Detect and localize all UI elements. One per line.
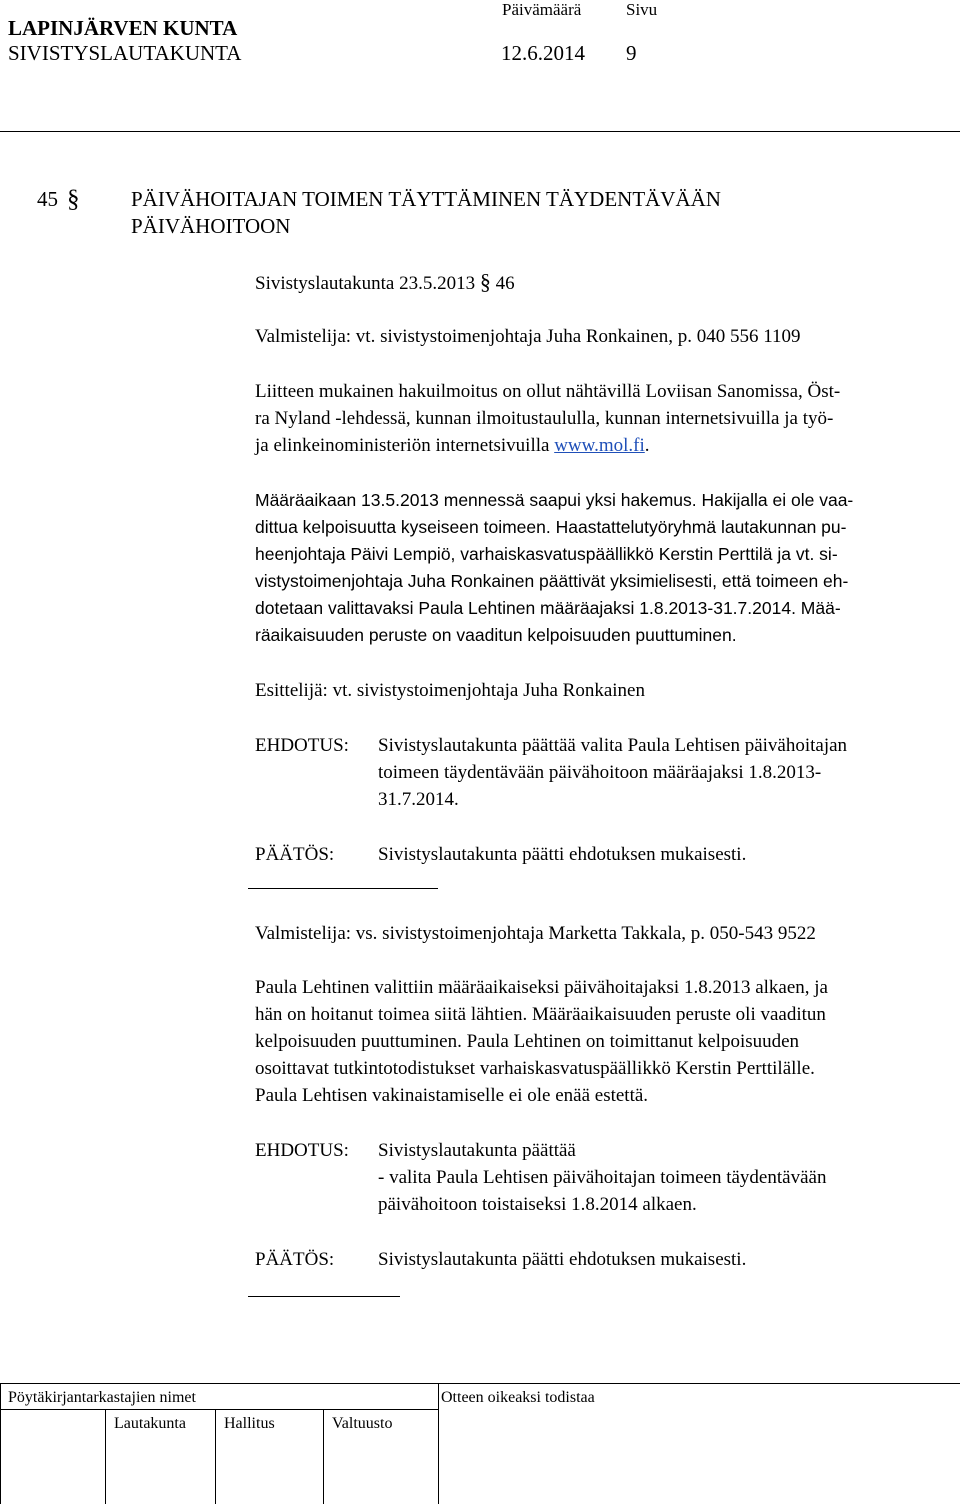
current-proposal-line3: päivähoitoon toistaiseksi 1.8.2014 alkaen. — [378, 1194, 697, 1215]
prev-para1-line2: ra Nyland -lehdessä, kunnan ilmoitustaululla, kunnan internetsivuilla ja työ- — [255, 408, 834, 429]
board-name: SIVISTYSLAUTAKUNTA — [8, 41, 242, 65]
current-para-line5: Paula Lehtisen vakinaistamiselle ei ole enää estettä. — [255, 1085, 649, 1106]
prev-presenter: Esittelijä: vt. sivistystoimenjohtaja Juha Ronkainen — [255, 680, 645, 701]
prev-para1-line3-text: ja elinkeinoministeriön internetsivuilla — [255, 435, 555, 456]
prev-para1-line1: Liitteen mukainen hakuilmoitus on ollut nähtävillä Loviisan Sanomissa, Öst- — [255, 381, 841, 402]
page-number: 9 — [626, 41, 637, 65]
current-para-line4: osoittavat tutkintotodistukset varhaiskasvatuspäällikkö Kerstin Perttilälle. — [255, 1058, 815, 1079]
prev-meeting-name: Sivistyslautakunta 23.5.2013 — [255, 273, 476, 294]
prev-proposal-line3: 31.7.2014. — [378, 789, 459, 810]
prev-para1-period: . — [644, 435, 650, 456]
prev-preparer: Valmistelija: vt. sivistystoimenjohtaja Juha Ronkainen, p. 040 556 1109 — [255, 326, 801, 347]
prev-para1-line3 — [255, 432, 650, 459]
current-para-line3: kelpoisuuden puuttuminen. Paula Lehtinen on toimittanut kelpoisuuden — [255, 1031, 800, 1052]
prev-para2-line5: dotetaan valittavaksi Paula Lehtinen määräajaksi 1.8.2013-31.7.2014. Mää- — [255, 598, 841, 618]
footer-body-valtuusto: Valtuusto — [332, 1415, 393, 1432]
prev-section-sign: § — [479, 269, 491, 294]
prev-proposal-line2: toimeen täydentävään päivähoitoon määräajaksi 1.8.2013- — [378, 762, 822, 783]
footer-signers-label: Pöytäkirjantarkastajien nimet — [8, 1389, 196, 1406]
header-rule — [0, 131, 960, 132]
prev-proposal-line1: Sivistyslautakunta päättää valita Paula Lehtisen päivähoitajan — [378, 735, 848, 756]
prev-para2-line1: Määräaikaan 13.5.2013 mennessä saapui yksi hakemus. Hakijalla ei ole vaa- — [255, 490, 854, 510]
municipality-name: LAPINJÄRVEN KUNTA — [8, 16, 238, 40]
footer-divider — [438, 1383, 440, 1504]
current-decision-text: Sivistyslautakunta päätti ehdotuksen mukaisesti. — [378, 1249, 747, 1270]
footer-certified-label: Otteen oikeaksi todistaa — [441, 1389, 595, 1406]
date-label: Päivämäärä — [502, 0, 582, 19]
prev-meeting-ref — [255, 268, 515, 297]
prev-decision-label: PÄÄTÖS: — [255, 844, 335, 865]
current-para-line2: hän on hoitanut toimea siitä lähtien. Määräaikaisuuden peruste oli vaaditun — [255, 1004, 826, 1025]
prev-proposal-label: EHDOTUS: — [255, 735, 349, 756]
current-preparer: Valmistelija: vs. sivistystoimenjohtaja Marketta Takkala, p. 050-543 9522 — [255, 923, 816, 944]
current-end-rule — [248, 1296, 400, 1297]
footer-top-rule — [0, 1383, 960, 1384]
footer-col-line-1 — [105, 1409, 107, 1504]
current-proposal-label: EHDOTUS: — [255, 1140, 349, 1161]
footer-col-line-3 — [323, 1409, 325, 1504]
prev-para2-line6: räaikaisuuden peruste on vaaditun kelpoisuuden puuttuminen. — [255, 625, 737, 645]
prev-decision-text: Sivistyslautakunta päätti ehdotuksen mukaisesti. — [378, 844, 747, 865]
footer-left-border — [0, 1383, 2, 1504]
current-proposal-line1: Sivistyslautakunta päättää — [378, 1140, 576, 1161]
current-para-line1: Paula Lehtinen valittiin määräaikaiseksi päivähoitajaksi 1.8.2013 alkaen, ja — [255, 977, 828, 998]
item-number: 45 — [37, 187, 58, 211]
item-title-line1: PÄIVÄHOITAJAN TOIMEN TÄYTTÄMINEN TÄYDENTÄVÄÄN — [131, 187, 721, 211]
section-sign: § — [67, 186, 80, 213]
prev-para2-line2: dittua kelpoisuutta kyseiseen toimeen. Haastattelutyöryhmä lautakunnan pu- — [255, 517, 847, 537]
prev-end-rule — [248, 888, 438, 889]
footer-body-hallitus: Hallitus — [224, 1415, 275, 1432]
current-decision-label: PÄÄTÖS: — [255, 1249, 335, 1270]
item-title-line2: PÄIVÄHOITOON — [131, 214, 291, 238]
footer-body-lautakunta: Lautakunta — [114, 1415, 186, 1432]
footer-col-line-2 — [215, 1409, 217, 1504]
mol-fi-link[interactable]: www.mol.fi — [554, 435, 645, 456]
prev-section-number: 46 — [495, 273, 515, 294]
prev-para2-line4: vistystoimenjohtaja Juha Ronkainen päättivät yksimielisesti, että toimeen eh- — [255, 571, 849, 591]
page-label: Sivu — [626, 0, 658, 19]
footer-inner-rule — [0, 1409, 438, 1410]
meeting-date: 12.6.2014 — [501, 41, 585, 65]
current-proposal-line2: - valita Paula Lehtisen päivähoitajan toimeen täydentävään — [378, 1167, 827, 1188]
prev-para2-line3: heenjohtaja Päivi Lempiö, varhaiskasvatuspäällikkö Kerstin Perttilä ja vt. si- — [255, 544, 838, 564]
